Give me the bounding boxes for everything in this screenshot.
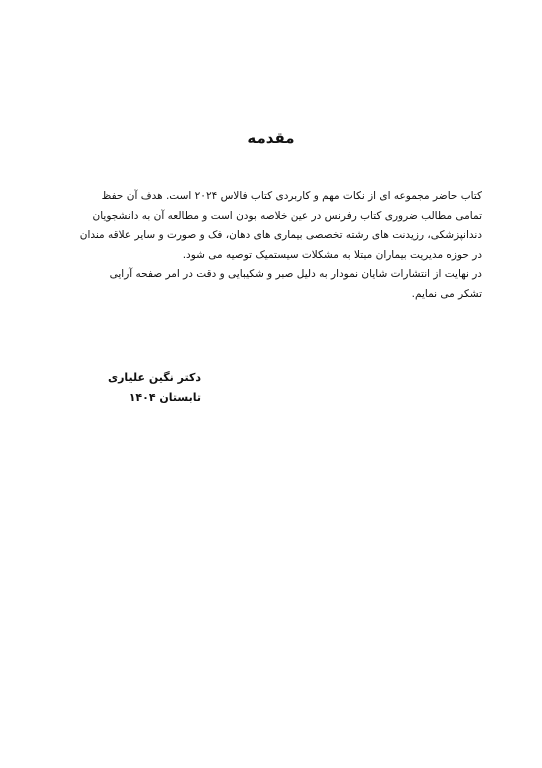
signature-block bbox=[108, 368, 201, 408]
paragraph-2-line-2: تشکر می نمایم. bbox=[411, 287, 482, 300]
page-title: مقدمه bbox=[247, 129, 295, 147]
paragraph-2-line-1: در نهایت از انتشارات شایان نمودار به دلیل صبر و شکیبایی و دقت در امر صفحه آرایی bbox=[109, 268, 482, 281]
introduction-body bbox=[64, 187, 482, 305]
signature-date: تابستان ۱۴۰۴ bbox=[128, 391, 201, 404]
paragraph-1-line-4: در حوزه مدیریت بیماران مبتلا به مشکلات سیستمیک توصیه می شود. bbox=[182, 248, 482, 261]
paragraph-1-line-1: کتاب حاضر مجموعه ای از نکات مهم و کاربردی کتاب فالاس ۲۰۲۴ است. هدف آن حفظ bbox=[101, 190, 482, 202]
paragraph-2 bbox=[64, 265, 482, 304]
paragraph-1-line-3: دندانپزشکی، رزیدنت های رشته تخصصی بیماری های دهان، فک و صورت و سایر علاقه مندان bbox=[79, 229, 482, 242]
author-name: دکتر نگین علیاری bbox=[108, 371, 201, 384]
paragraph-1-line-2: تمامی مطالب ضروری کتاب رفرنس در عین خلاصه بودن است و مطالعه آن به دانشجویان bbox=[92, 209, 482, 222]
paragraph-1 bbox=[64, 187, 482, 265]
